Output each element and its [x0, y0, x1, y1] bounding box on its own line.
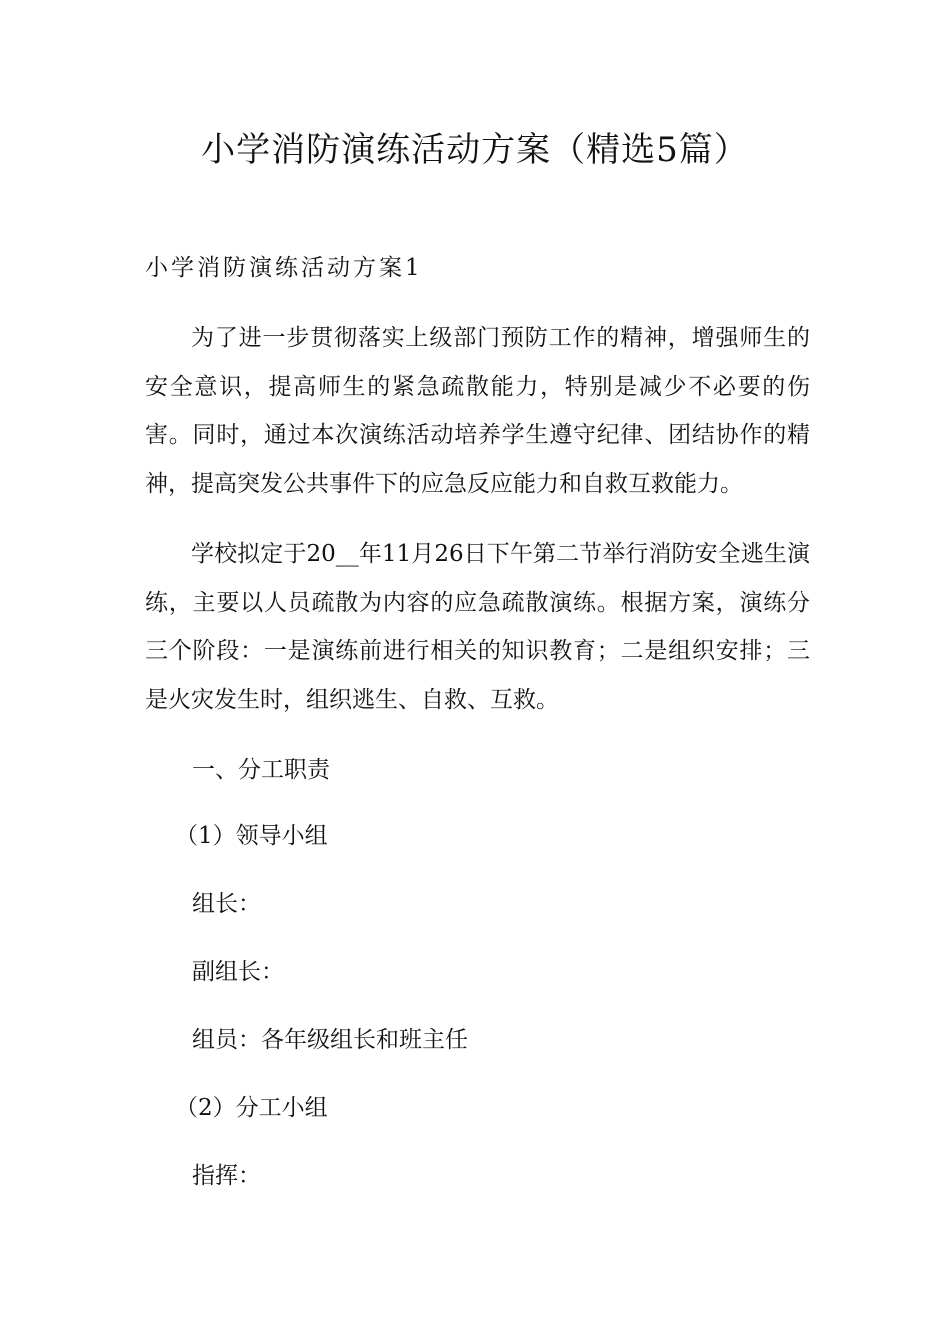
vice-leader-line: 副组长：	[192, 959, 284, 985]
leader-line: 组长：	[192, 891, 261, 917]
paragraph-purpose: 为了进一步贯彻落实上级部门预防工作的精神，增强师生的安全意识，提高师生的紧急疏散能力，特别是减少不必要的伤害。同时，通过本次演练活动培养学生遵守纪律、团结协作的精神，提高突发公共事件下的应急反应能力和自救互救能力。	[145, 325, 810, 497]
document-title: 小学消防演练活动方案（精选5篇）	[201, 130, 749, 170]
commander-line: 指挥：	[192, 1163, 261, 1189]
division-group-heading: （2）分工小组	[175, 1095, 328, 1121]
section-heading: 小学消防演练活动方案1	[145, 255, 423, 281]
leader-group-heading: （1）领导小组	[175, 823, 328, 849]
paragraph-schedule: 学校拟定于20__年11月26日下午第二节举行消防安全逃生演练，主要以人员疏散为内容的应急疏散演练。根据方案，演练分三个阶段：一是演练前进行相关的知识教育；二是组织安排；三是火灾发生时，组织逃生、自救、互救。	[145, 541, 810, 713]
duty-heading: 一、分工职责	[192, 757, 330, 783]
members-line: 组员：各年级组长和班主任	[192, 1027, 468, 1053]
